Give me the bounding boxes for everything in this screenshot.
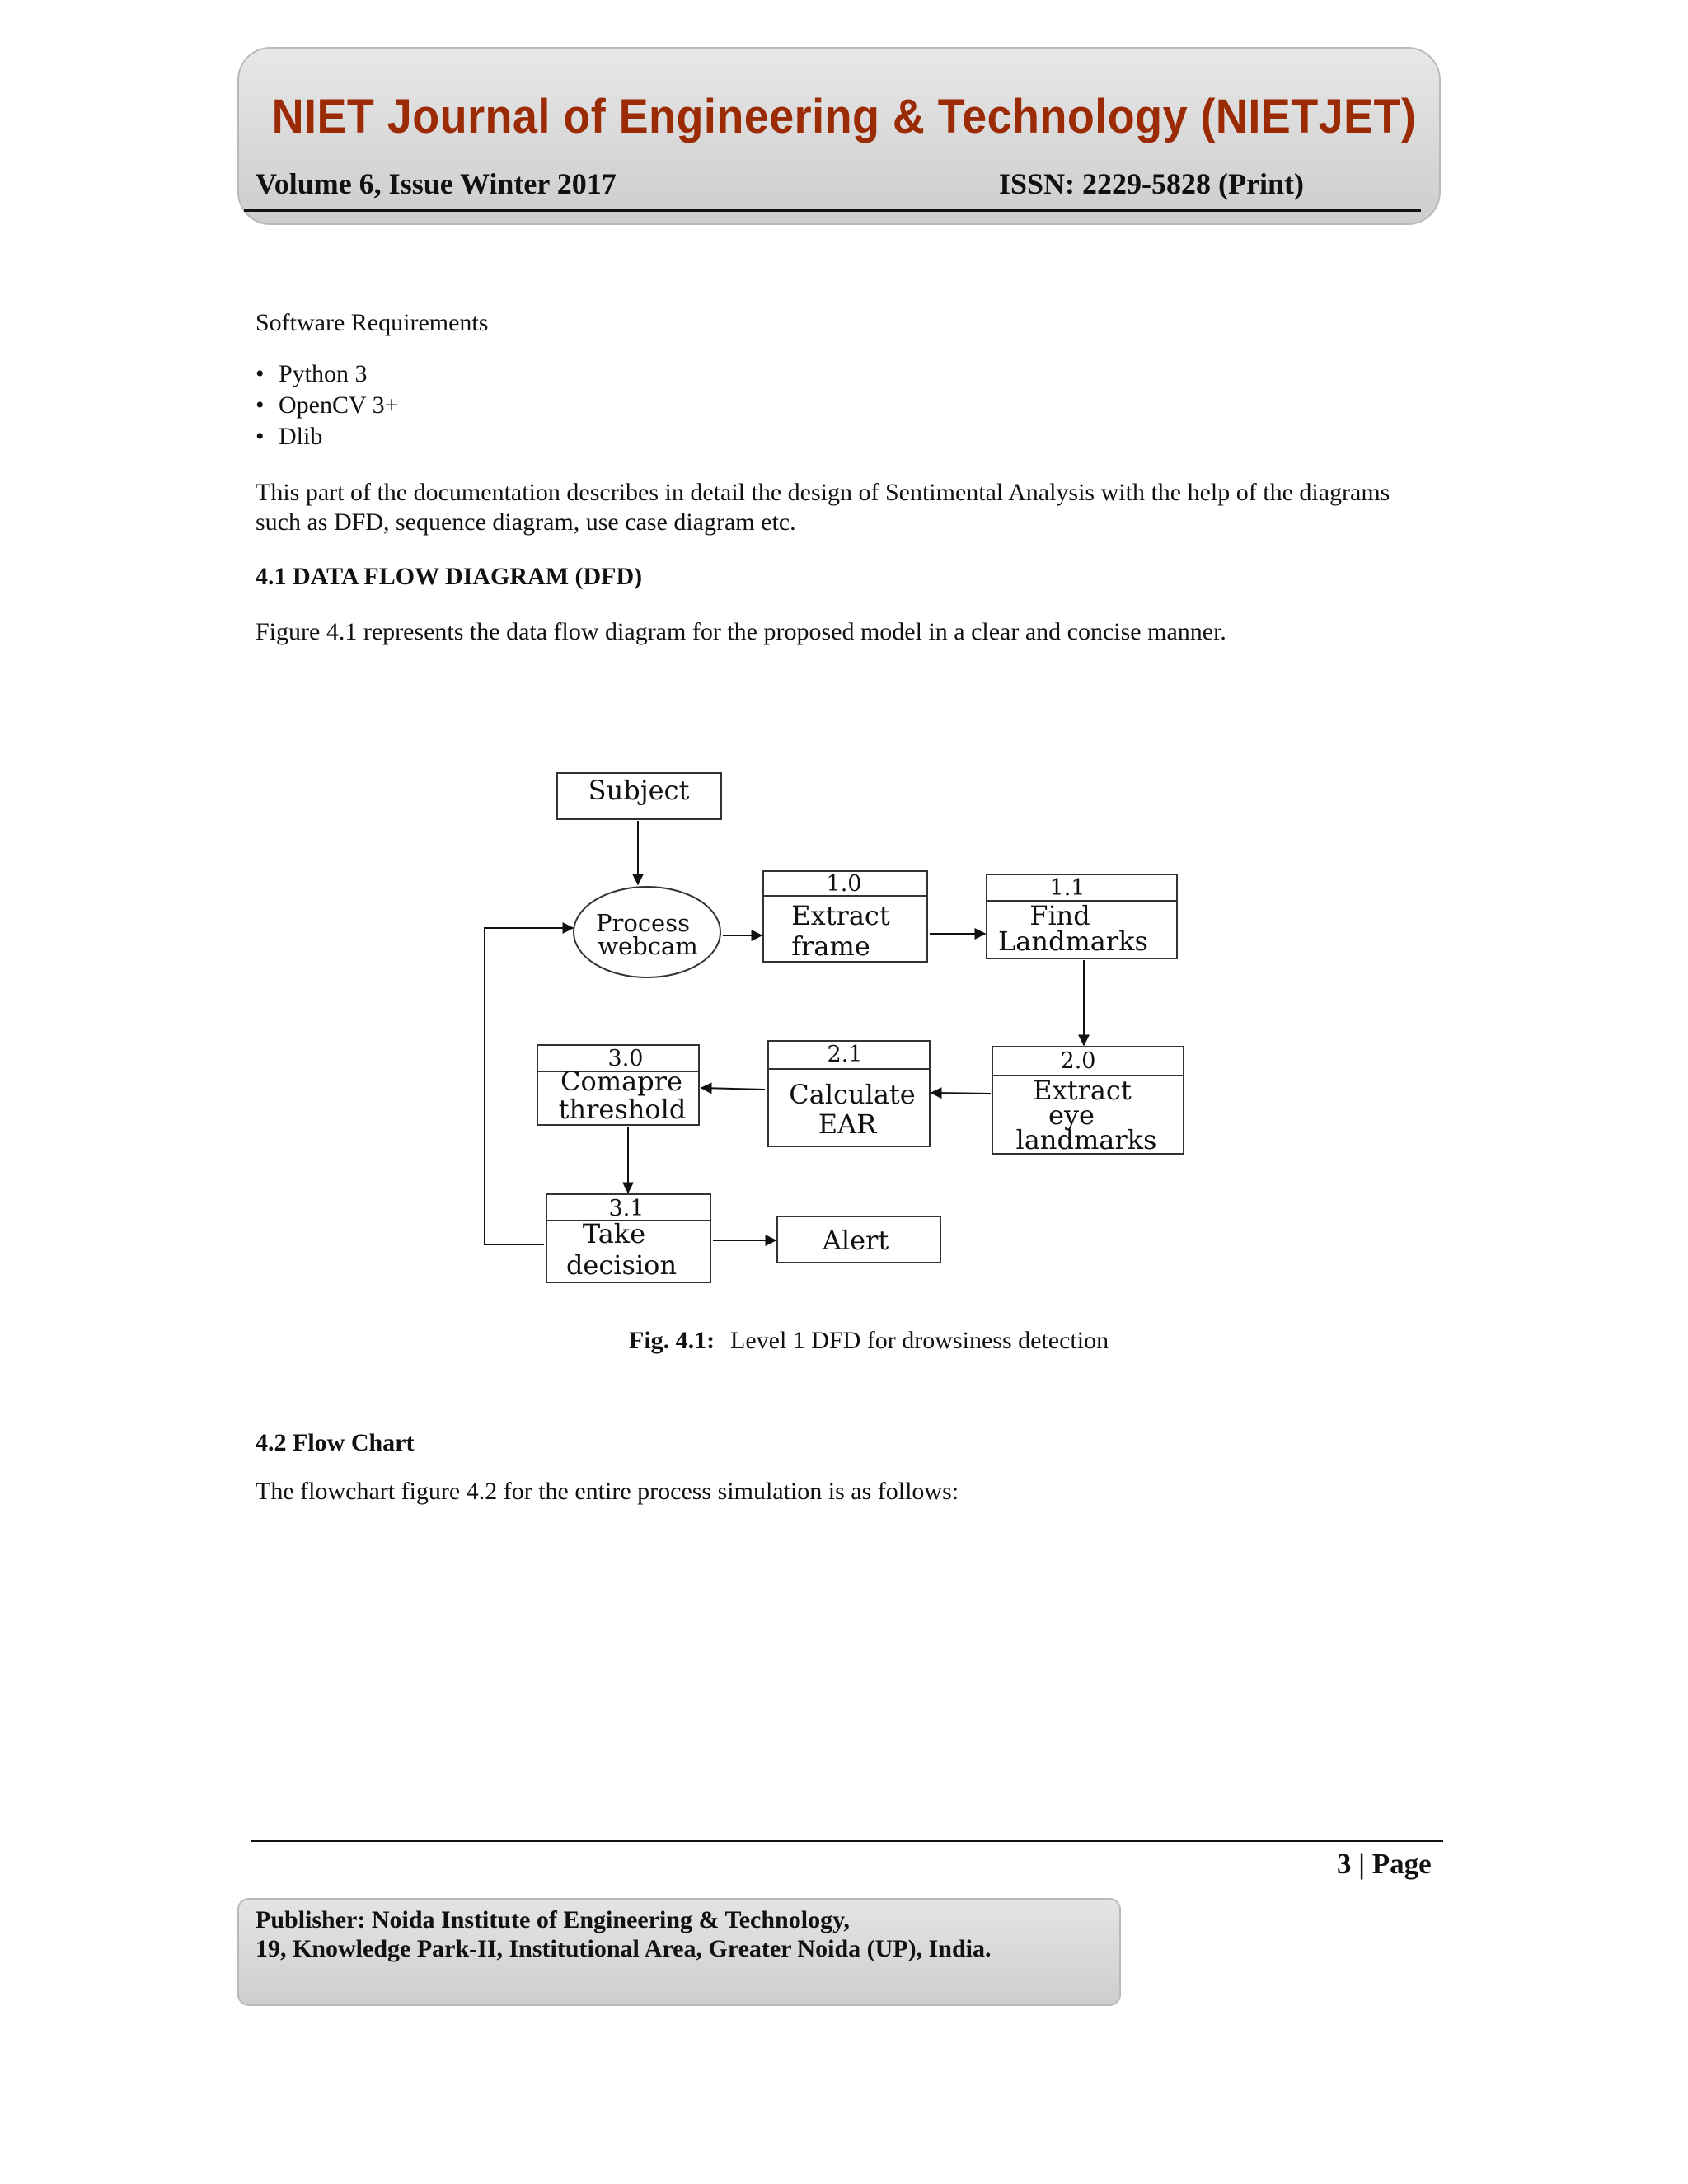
node-1-0-number: 1.0 [826, 871, 862, 897]
node-2-0-number: 2.0 [1060, 1048, 1096, 1074]
footer-rule [251, 1840, 1443, 1842]
node-3-1-label-line-2: decision [565, 1249, 678, 1281]
node-3-0-label-line-1: Comapre [560, 1066, 682, 1097]
publisher-line-2: 19, Knowledge Park-II, Institutional Area, Greater Noida (UP), India. [256, 1935, 992, 1962]
list-item: • Python 3 [256, 359, 399, 390]
intro-paragraph-line-2: such as DFD, sequence diagram, use case diagram etc. [256, 509, 796, 536]
node-1-1-number: 1.1 [1049, 875, 1085, 901]
page-number: 3 | Page [1337, 1848, 1432, 1880]
node-1-1-label-line-2: Landmarks [998, 926, 1148, 957]
alert-label: Alert [822, 1225, 889, 1256]
node-2-0-label-line-3: landmarks [1015, 1124, 1157, 1155]
arrow-ear-to-threshold [701, 1088, 765, 1090]
intro-paragraph-line-1: This part of the documentation describes in detail the design of Sentimental Analysis with the help of the diagrams [256, 479, 1390, 506]
node-3-0-label-line-2: threshold [558, 1094, 687, 1125]
list-item: • Dlib [256, 421, 399, 452]
section-4-2-text: The flowchart figure 4.2 for the entire process simulation is as follows: [256, 1478, 959, 1505]
node-2-0-label-line-1: Extract [1033, 1075, 1132, 1106]
node-2-0-label-line-2: eye [1048, 1099, 1095, 1131]
arrow-decision-loop-to-process [485, 928, 573, 1244]
figure-caption: Level 1 DFD for drowsiness detection [730, 1327, 1109, 1354]
volume-issue: Volume 6, Issue Winter 2017 [256, 167, 617, 200]
node-3-1-label-line-1: Take [582, 1218, 646, 1249]
node-2-1-label-line-2: EAR [818, 1108, 877, 1140]
journal-title: NIET Journal of Engineering & Technology (NIETJET) [271, 90, 1417, 143]
section-heading-4-2: 4.2 Flow Chart [256, 1429, 415, 1456]
publisher-line-1: Publisher: Noida Institute of Engineering & Technology, [256, 1906, 850, 1933]
section-heading-4-1: 4.1 DATA FLOW DIAGRAM (DFD) [256, 563, 643, 590]
node-1-0-label-line-1: Extract [791, 900, 890, 931]
node-2-1-label-line-1: Calculate [789, 1079, 916, 1110]
node-3-0-number: 3.0 [607, 1046, 644, 1071]
node-2-1-number: 2.1 [827, 1042, 863, 1067]
process-label-line-1: Process [595, 909, 691, 937]
issn: ISSN: 2229-5828 (Print) [999, 167, 1304, 200]
node-3-1-number: 3.1 [608, 1196, 645, 1221]
arrow-eye-to-ear [931, 1093, 991, 1094]
list-item: • OpenCV 3+ [256, 390, 399, 421]
process-label-line-2: webcam [598, 932, 698, 960]
figure-label: Fig. 4.1: [629, 1327, 715, 1354]
software-requirements-heading: Software Requirements [256, 309, 489, 336]
node-1-0-label-line-2: frame [791, 930, 870, 962]
node-1-1-label-line-1: Find [1029, 900, 1090, 931]
section-4-1-text: Figure 4.1 represents the data flow diagram for the proposed model in a clear and concise manner. [256, 618, 1226, 645]
subject-label: Subject [588, 775, 690, 806]
